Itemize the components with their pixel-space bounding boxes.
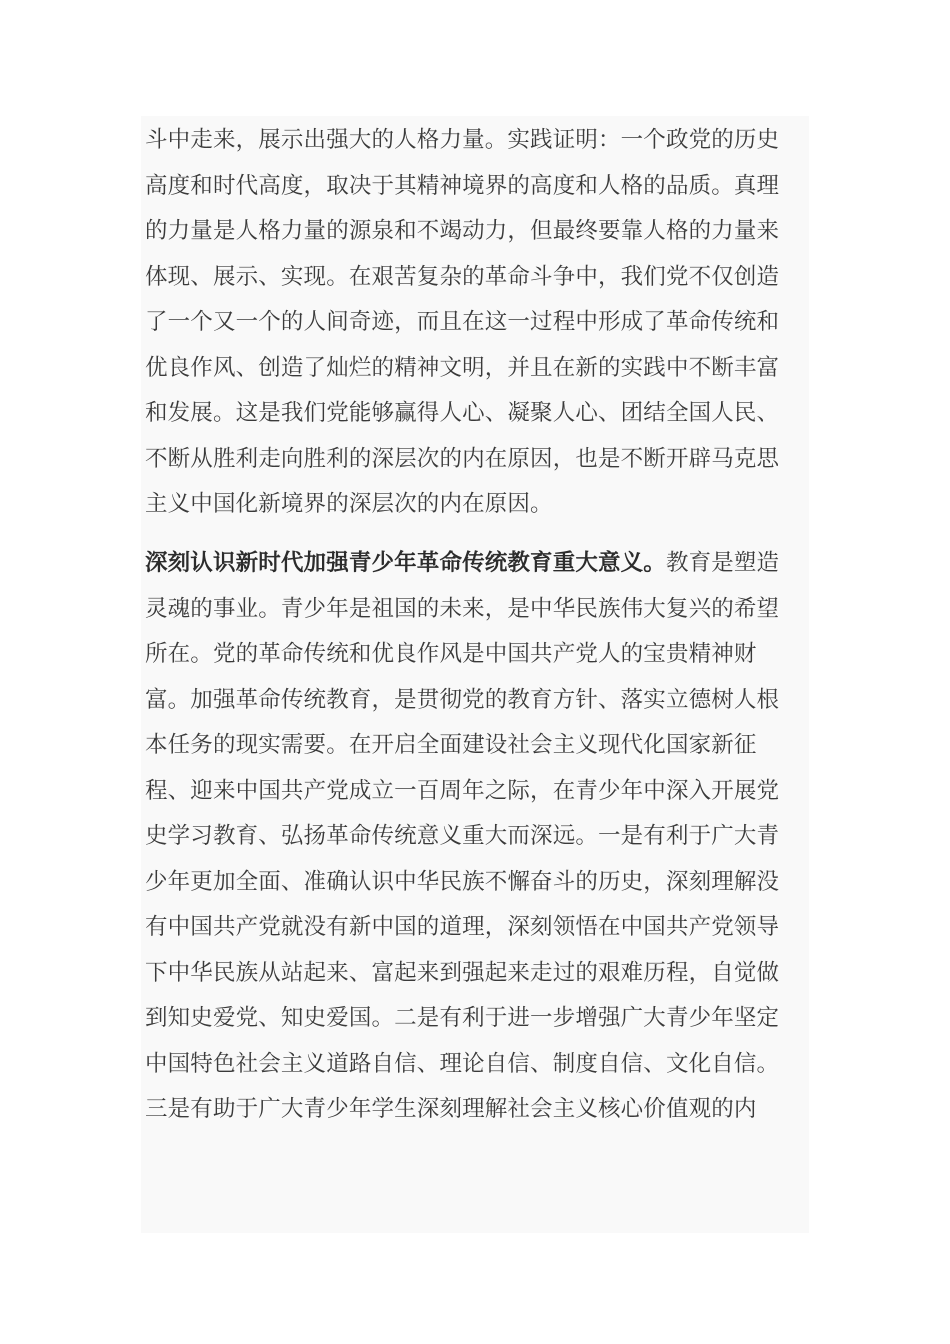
text-line: 史学习教育、弘扬革命传统意义重大而深远。一是有利于广大青	[145, 823, 780, 849]
text-line: 程、迎来中国共产党成立一百周年之际，在青少年中深入开展党	[145, 777, 780, 804]
bold-lead-sentence: 深刻认识新时代加强青少年革命传统教育重大意义。	[145, 550, 666, 576]
article-text-panel	[141, 116, 809, 1233]
text-line: 三是有助于广大青少年学生深刻理解社会主义核心价值观的内	[145, 1096, 757, 1122]
text-line: 富。加强革命传统教育，是贯彻党的教育方针、落实立德树人根	[145, 686, 780, 713]
text-line: 的力量是人格力量的源泉和不竭动力，但最终要靠人格的力量来	[145, 218, 780, 244]
text-line: 到知史爱党、知史爱国。二是有利于进一步增强广大青少年坚定	[145, 1005, 780, 1031]
first-line-continuation: 教育是塑造	[665, 550, 780, 576]
text-line: 灵魂的事业。青少年是祖国的未来，是中华民族伟大复兴的希望	[145, 595, 780, 622]
text-line: 优良作风、创造了灿烂的精神文明，并且在新的实践中不断丰富	[145, 354, 780, 381]
text-line: 本任务的现实需要。在开启全面建设社会主义现代化国家新征	[145, 732, 757, 758]
text-line: 高度和时代高度，取决于其精神境界的高度和人格的品质。真理	[145, 172, 780, 199]
text-line: 中国特色社会主义道路自信、理论自信、制度自信、文化自信。	[145, 1050, 780, 1077]
text-line: 少年更加全面、准确认识中华民族不懈奋斗的历史，深刻理解没	[145, 868, 780, 895]
text-line: 不断从胜利走向胜利的深层次的内在原因，也是不断开辟马克思	[145, 445, 780, 472]
text-line: 了一个又一个的人间奇迹，而且在这一过程中形成了革命传统和	[145, 309, 780, 335]
text-line: 所在。党的革命传统和优良作风是中国共产党人的宝贵精神财	[145, 641, 757, 667]
text-line-with-bold-lead	[145, 541, 809, 587]
paragraph-youth-education	[145, 541, 809, 1133]
text-line: 斗中走来，展示出强大的人格力量。实践证明：一个政党的历史	[145, 127, 780, 153]
text-line: 有中国共产党就没有新中国的道理，深刻领悟在中国共产党领导	[145, 914, 780, 940]
text-line: 下中华民族从站起来、富起来到强起来走过的艰难历程，自觉做	[145, 959, 780, 986]
text-line: 主义中国化新境界的深层次的内在原因。	[145, 491, 553, 517]
paragraph-party-character	[145, 118, 809, 528]
text-line: 和发展。这是我们党能够赢得人心、凝聚人心、团结全国人民、	[145, 400, 780, 426]
text-line: 体现、展示、实现。在艰苦复杂的革命斗争中，我们党不仅创造	[145, 263, 780, 290]
